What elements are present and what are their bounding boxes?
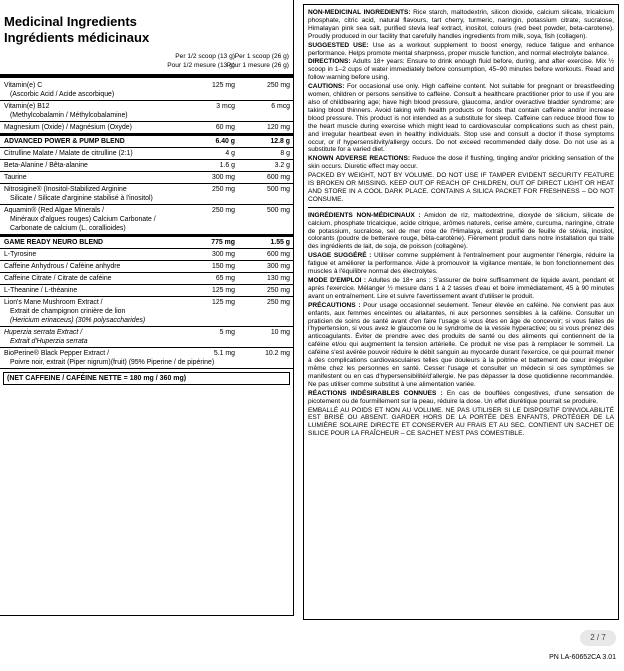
section-heading: DIRECTIONS:	[308, 58, 351, 66]
section-text: For occasional use only. High caffeine content. Not suitable for pregnant or breastfeeding women, children or persons sensitive to caffeine. Consult a healthcare practitioner prior to use if you are also of childbearing age; have high blood pressure, glaucoma, and/or overactive bladder syndrome; are taking blood thinners. Avoid taking with health products or foods that contain caffeine and/or increase blood pressure. This product is not intended as a substitute for sleep. Caffeine can reduce blood flow to the heart muscle during exercise which might lead to cardiovascular complications such as chest pain, and irregular heartbeat even in healthy individuals. Stop use and consult a doctor if those symptoms occur, or if hypersensitivity/allergy occurs. Do not exceed recommended daily dose. Do not use as a substitute for a varied diet.	[308, 83, 614, 154]
section-heading: PRÉCAUTIONS :	[308, 301, 361, 309]
table-row	[0, 297, 293, 327]
amount-half: 300 mg	[212, 251, 235, 258]
amount-half: 250 mg	[212, 207, 235, 214]
table-row	[0, 160, 293, 172]
amount-half: 775 mg	[211, 239, 235, 246]
amount-half: 1.6 g	[219, 162, 235, 169]
fr-paragraph	[308, 302, 614, 389]
section-heading: NON-MEDICINAL INGREDIENTS:	[308, 9, 411, 16]
table-row	[0, 172, 293, 184]
ingredient-sub: Extrait d'Huperzia serrata	[10, 338, 88, 345]
table-row	[0, 237, 293, 249]
amount-half: 250 mg	[212, 186, 235, 193]
amount-full: 6 mcg	[271, 103, 290, 110]
amount-half: 3 mcg	[216, 103, 235, 110]
amount-full: 250 mg	[267, 287, 290, 294]
en-storage-notice	[308, 172, 614, 204]
blend-name: ADVANCED POWER & PUMP BLEND	[4, 138, 125, 145]
table-row	[0, 249, 293, 261]
full-scoop-header	[227, 52, 289, 70]
section-text: Reduce the dose if flushing, tingling and/or prickling sensation of the skin occurs. Diuretic effect may occur.	[308, 155, 614, 171]
table-row	[0, 205, 293, 237]
panel-title-fr: Ingrédients médicinaux	[4, 30, 150, 45]
ingredient-sub: (Hericium erinaceus) (30% polysaccharides)	[10, 317, 146, 324]
section-heading: MODE D'EMPLOI :	[308, 277, 367, 284]
page-indicator: 2 / 7	[580, 630, 616, 646]
amount-full: 3.2 g	[274, 162, 290, 169]
ingredient-name: BioPerine® Black Pepper Extract /	[4, 350, 110, 357]
section-text: Adults 18+ years: Ensure to drink enough fluid before, during, and after exercise. Mix ½ scoop in 1–2 cups of water immediately before consumption, 45–90 minutes before workouts. Read and follow warning before using.	[308, 58, 614, 82]
en-paragraph	[308, 58, 614, 82]
ingredient-name: Vitamin(e) B12	[4, 103, 50, 110]
amount-full: 300 mg	[267, 263, 290, 270]
ingredient-name: Nitrosigine® (Inositol-Stabilized Arginine	[4, 186, 127, 193]
ingredient-name: L-Tyrosine	[4, 251, 37, 258]
ingredient-sub: Extrait de champignon crinière de lion	[10, 308, 126, 315]
ingredient-name: Lion's Mane Mushroom Extract /	[4, 299, 103, 306]
part-number: PN LA-60652CA 3.01	[549, 654, 616, 661]
blend-name: GAME READY NEURO BLEND	[4, 239, 104, 246]
half-scoop-header-en: Per 1/2 scoop (13 g)	[175, 53, 235, 60]
amount-half: 5 mg	[219, 329, 235, 336]
table-row	[0, 261, 293, 273]
ingredient-sub: Silicate / Silicate d'arginine stabilisé à l'inositol)	[10, 195, 153, 202]
net-caffeine: (NET CAFFEINE / CAFÉINE NETTE = 180 mg / 360 mg)	[3, 372, 290, 385]
ingredient-sub: (Methylcobalamin / Méthylcobalamine)	[10, 112, 128, 119]
section-text: Adultes de 18+ ans : S'assurer de boire suffisamment de liquide avant, pendant et après l'exercice. Mélanger ½ mesure dans 1 à 2 tasses d'eau et boire immédiatement, 45 à 90 minutes avant un entraînement. Lire et suivre l'avertissement avant d'utiliser le produit.	[308, 277, 614, 300]
amount-half: 6.40 g	[215, 138, 235, 145]
ingredient-name: Magnesium (Oxide) / Magnésium (Oxyde)	[4, 124, 132, 131]
amount-full: 250 mg	[267, 299, 290, 306]
ingredient-name: Huperzia serrata Extract /	[4, 329, 83, 336]
table-row	[0, 80, 293, 101]
section-heading: RÉACTIONS INDÉSIRABLES CONNUES :	[308, 389, 443, 397]
ingredient-table	[0, 80, 293, 385]
ingredient-name: L-Theanine / L-théanine	[4, 287, 78, 294]
amount-full: 500 mg	[267, 186, 290, 193]
amount-full: 10.2 mg	[265, 350, 290, 357]
amount-full: 600 mg	[267, 251, 290, 258]
amount-full: 1.55 g	[270, 239, 290, 246]
non-medicinal-panel	[303, 4, 619, 620]
panel-title-en: Medicinal Ingredients	[4, 14, 137, 29]
language-divider	[308, 207, 614, 208]
ingredient-name: Beta-Alanine / Bêta-alanine	[4, 162, 88, 169]
ingredient-name: Vitamin(e) C	[4, 82, 43, 89]
en-paragraph	[308, 42, 614, 58]
amount-full: 130 mg	[267, 275, 290, 282]
section-heading: INGRÉDIENTS NON-MÉDICINAUX :	[308, 211, 421, 219]
amount-half: 300 mg	[212, 174, 235, 181]
ingredient-sub: Carbonate de calcium (L. corallioides)	[10, 225, 126, 232]
ingredient-sub: Minéraux d'algues rouges) Calcium Carbonate /	[10, 216, 156, 223]
medicinal-ingredients-panel	[0, 0, 294, 616]
table-row	[0, 348, 293, 369]
amount-full: 8 g	[280, 150, 290, 157]
amount-full: 10 mg	[270, 329, 290, 336]
ingredient-name: Citrulline Malate / Malate de citrulline (2:1)	[4, 150, 133, 157]
amount-half: 125 mg	[212, 82, 235, 89]
table-row	[0, 285, 293, 297]
ingredient-sub: (Ascorbic Acid / Acide ascorbique)	[10, 91, 115, 98]
fr-paragraph	[308, 390, 614, 406]
ingredient-name: Aquamin® (Red Algae Minerals /	[4, 207, 105, 214]
section-heading: SUGGESTED USE:	[308, 41, 369, 49]
table-row	[0, 122, 293, 136]
half-scoop-header-fr: Pour 1/2 mesure (13 g)	[167, 62, 235, 69]
ingredient-sub: Poivre noir, extrait (Piper nigrum)(fruit) (95% Piperine / de pipérine)	[10, 359, 215, 366]
fr-paragraph	[308, 252, 614, 276]
section-heading: CAUTIONS:	[308, 83, 345, 91]
en-paragraph	[308, 83, 614, 154]
amount-full: 500 mg	[267, 207, 290, 214]
section-text: Utiliser comme supplément à l'entraînement pour augmenter l'énergie, réduire la fatigue et améliorer la performance. Aide à promouvoir la vigilance mentale, le bon fonctionnement des muscles à l'équilibre normal des électrolytes.	[308, 252, 614, 276]
fr-storage-notice	[308, 407, 614, 439]
ingredient-name: Caffeine Anhydrous / Caféine anhydre	[4, 263, 121, 270]
amount-full: 250 mg	[267, 82, 290, 89]
section-text: Amidon de riz, maltodextrine, dioxyde de silicium, silicate de calcium, phosphate tricalcique, acide citrique, arômes naturels, cerise amère, curcuma, naringine, citrate de potassium, sucralose, sel de mer rose de l'Himalaya, extrait purifié de feuille de stévia, inositol, colorants (poudre de betterave rouge, bêta-carotène). Fièrement produit dans notre installation qui traite des ingrédients de lait, de soja, de poisson (collagène).	[308, 211, 614, 251]
amount-half: 125 mg	[212, 299, 235, 306]
amount-half: 125 mg	[212, 287, 235, 294]
full-scoop-header-en: Per 1 scoop (26 g)	[234, 53, 289, 60]
en-paragraph	[308, 9, 614, 41]
amount-full: 12.8 g	[270, 138, 290, 145]
section-text: Rice starch, maltodextrin, silicon dioxide, calcium silicate, tricalcium phosphate, citric acid, natural flavours, tart cherry, turmeric, naringin, potassium citrate, sucralose, Himalayan pink sea salt, purified stevia leaf extract, inositol, colours (red beet powder, beta-carotene). Proudly produced in our facility that carefully handles ingredients from milk, soya, fish (collagen).	[308, 9, 614, 40]
section-text: Pour usage occasionnel seulement. Teneur élevée en caféine. Ne convient pas aux enfants, aux femmes enceintes ou allaitantes, ni aux personnes sensibles à la caféine. Consulter un praticien de soins de santé avant d'en faire l'usage si vous êtes en âge de concevoir; si vous faites de l'hypertension, si vous avez le glaucome ou le syndrome de la vessie hyperactive; ou si vous prenez des anticoagulants. Éviter de prendre avec des produits de santé ou des aliments qui contiennent de la caféine et/ou qui augmentent la tension artérielle. Ce produit ne vise pas à remplacer le sommeil. La caféine s'est avérée pouvoir réduire le débit sanguin au myocarde durant l'exercice, ce qui pourrait mener à des complications cardiovasculaires telles que douleurs à la poitrine et battement de cœur irrégulier même chez les personnes en santé. Cesser l'usage et consulter un médecin si ces symptômes se manifestent ou en cas d'hypersensibilité/d'allergie. Ne pas dépasser la dose quotidienne recommandée. Ne pas utiliser comme substitut à une alimentation variée.	[308, 301, 614, 388]
table-row	[0, 136, 293, 148]
amount-half: 60 mg	[215, 124, 235, 131]
amount-half: 65 mg	[215, 275, 235, 282]
section-heading: USAGE SUGGÉRÉ :	[308, 252, 372, 260]
full-scoop-header-fr: Pour 1 mesure (26 g)	[226, 62, 289, 69]
fr-paragraph	[308, 212, 614, 252]
section-heading: KNOWN ADVERSE REACTIONS:	[308, 155, 411, 163]
table-row	[0, 148, 293, 160]
section-text: Use as a workout supplement to boost energy, reduce fatigue and enhance performance. Helps promote mental sharpness, proper muscle function, and normal electrolyte balance.	[308, 41, 614, 57]
amount-full: 120 mg	[267, 124, 290, 131]
table-row	[0, 101, 293, 122]
section-text: En cas de bouffées congestives, d'une sensation de picotement ou de fourmillement sur la peau, réduire la dose. Un effet diurétique pourrait se produire.	[308, 389, 614, 405]
amount-full: 600 mg	[267, 174, 290, 181]
section-text: EMBALLÉ AU POIDS ET NON AU VOLUME. NE PAS UTILISER SI LE DISPOSITIF D'INVIOLABILITÉ EST BRISÉ OU ABSENT. GARDER HORS DE LA PORTÉE DES ENFANTS, PROTÉGER DE LA LUMIÈRE SOLAIRE DIRECTE ET CONSERVER AU FRAIS ET AU SEC. CONTIENT UN SACHET DE SILICE POUR LA FRAÎCHEUR – CE SACHET N'EST PAS COMESTIBLE.	[308, 406, 614, 438]
ingredient-name: Caffeine Citrate / Citrate de caféine	[4, 275, 112, 282]
amount-half: 150 mg	[212, 263, 235, 270]
ingredient-name: Taurine	[4, 174, 27, 181]
half-scoop-header	[167, 52, 235, 70]
table-row	[0, 327, 293, 348]
en-paragraph	[308, 155, 614, 171]
table-row	[0, 184, 293, 205]
section-text: PACKED BY WEIGHT, NOT BY VOLUME. DO NOT USE IF TAMPER EVIDENT SECURITY FEATURE IS BROKEN OR MISSING. KEEP OUT OF REACH OF CHILDREN, OUT OF DIRECT LIGHT OR HEAT AND STORE IN A COOL DARK PLACE. CONTAINS A SILICA PACKET FOR FRESHNESS – DO NOT CONSUME.	[308, 172, 614, 203]
table-row	[0, 273, 293, 285]
amount-half: 5.1 mg	[213, 350, 235, 357]
amount-half: 4 g	[225, 150, 235, 157]
header-rule	[0, 74, 293, 78]
fr-paragraph	[308, 277, 614, 301]
